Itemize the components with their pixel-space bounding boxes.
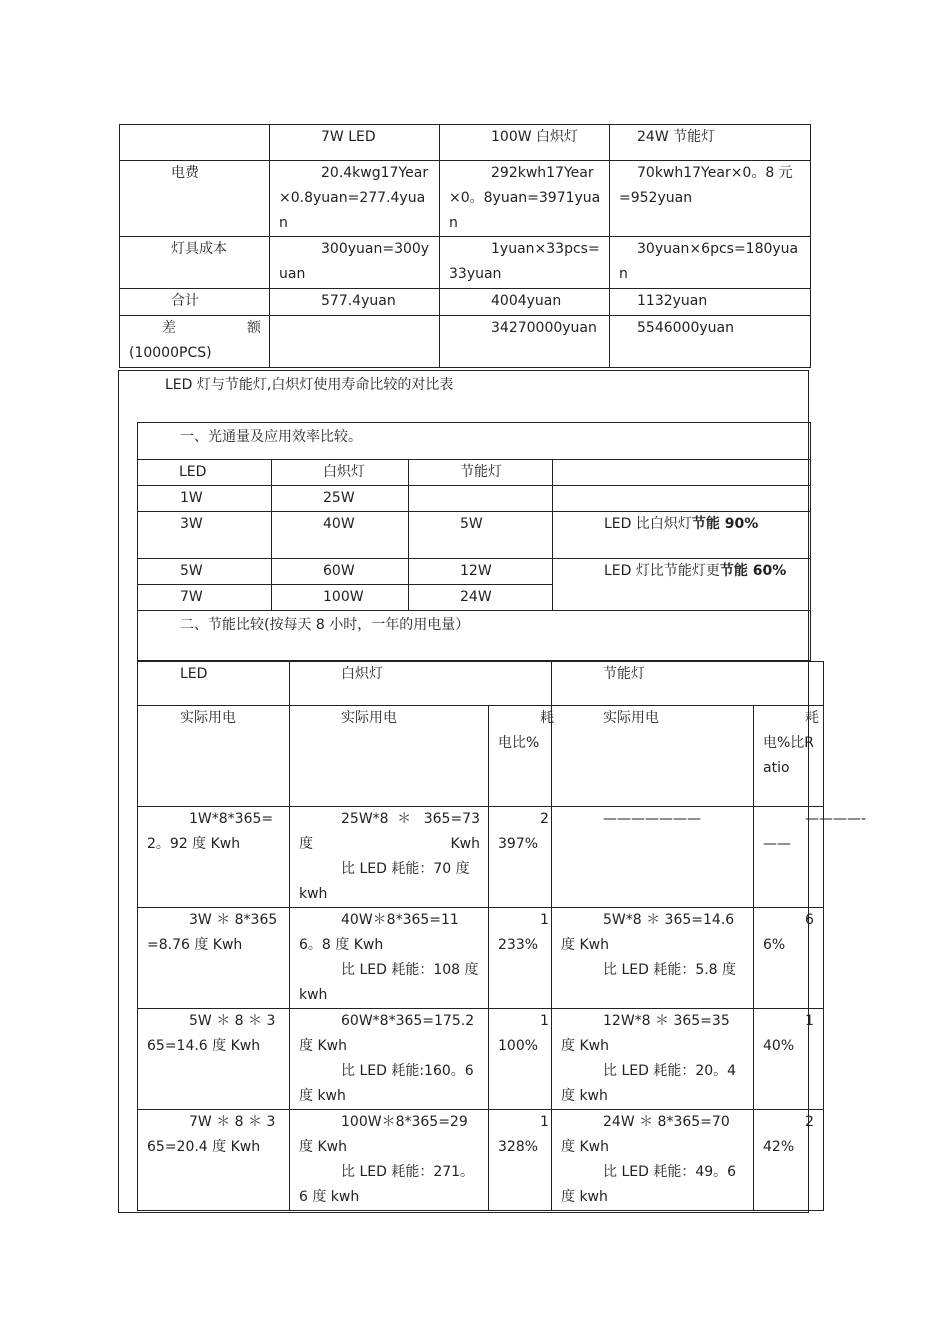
table-cell: 5W — [409, 512, 553, 559]
header-cell: LED — [138, 460, 272, 486]
table-cell: 1W*8*365=2。92 度 Kwh — [138, 807, 290, 908]
table-cell: 242% — [754, 1110, 824, 1211]
note-highlight: 节能 60% — [719, 563, 787, 579]
header-cell: LED — [138, 662, 290, 706]
table-cell — [409, 486, 553, 512]
table-cell: 5W ＊ 8 ＊ 365=14.6 度 Kwh — [138, 1009, 290, 1110]
row-label: 合计 — [120, 289, 270, 316]
table-cell: 1100% — [489, 1009, 552, 1110]
header-cell: 白炽灯 — [272, 460, 409, 486]
table-cell: 577.4yuan — [270, 289, 440, 316]
header-cell: 实际用电 — [290, 706, 489, 807]
row-label: 电费 — [120, 161, 270, 237]
energy-group-header — [138, 662, 824, 706]
table-cell: 40W＊8*365=116。8 度 Kwh 比 LED 耗能：108 度 kwh — [290, 908, 489, 1009]
table-cell: 5W — [138, 559, 272, 585]
header-cell: 24W 节能灯 — [610, 125, 811, 161]
table-cell: 25W*8 ＊ 365=73 度 Kwh 比 LED 耗能：70 度 kwh — [290, 807, 489, 908]
header-cell: 实际用电 — [138, 706, 290, 807]
comparison-title: LED 灯与节能灯,白炽灯使用寿命比较的对比表 — [165, 377, 454, 393]
table-cell: 3W — [138, 512, 272, 559]
table-row — [138, 512, 811, 559]
table-cell: 1233% — [489, 908, 552, 1009]
table-cell — [553, 486, 811, 512]
table-row — [138, 486, 811, 512]
row-label: 灯具成本 — [120, 237, 270, 289]
row-label-part: (10000PCS) — [129, 345, 212, 361]
header-cell: 100W 白炽灯 — [440, 125, 610, 161]
table-cell: 60W — [272, 559, 409, 585]
table-cell: 25W — [272, 486, 409, 512]
note-highlight: 节能 90% — [691, 516, 759, 532]
header-cell: 耗电%比Ratio — [754, 706, 824, 807]
table-cell: 292kwh17Year×0。8yuan=3971yuan — [440, 161, 610, 237]
flux-header — [138, 460, 811, 486]
section-heading: 一、光通量及应用效率比较。 — [138, 423, 811, 460]
row-label-part: 差 — [162, 320, 176, 336]
table-cell: 34270000yuan — [440, 316, 610, 368]
table-cell: 24W ＊ 8*365=70 度 Kwh 比 LED 耗能：49。6 度 kwh — [552, 1110, 754, 1211]
note-text: LED 灯比节能灯更 — [604, 563, 720, 579]
table-cell: 20.4kwg17Year×0.8yuan=277.4yuan — [270, 161, 440, 237]
efficiency-note — [553, 559, 811, 611]
header-cell: 白炽灯 — [290, 662, 552, 706]
table-cell: ——————— — [552, 807, 754, 908]
header-cell: 7W LED — [270, 125, 440, 161]
table-cell: 5W*8 ＊ 365=14.6 度 Kwh 比 LED 耗能：5.8 度 — [552, 908, 754, 1009]
table-cell: 12W — [409, 559, 553, 585]
header-cell: 节能灯 — [552, 662, 824, 706]
table-cell: 66% — [754, 908, 824, 1009]
table-row — [138, 559, 811, 585]
table-row — [138, 908, 824, 1009]
header-cell: 实际用电 — [552, 706, 754, 807]
table-cell: 70kwh17Year×0。8 元=952yuan — [610, 161, 811, 237]
table-cell: ————-—— — [754, 807, 824, 908]
table-cell: 30yuan×6pcs=180yuan — [610, 237, 811, 289]
table-cell: 300yuan=300yuan — [270, 237, 440, 289]
table-cell: 24W — [409, 585, 553, 611]
table-cell: 2397% — [489, 807, 552, 908]
table-cell: 100W＊8*365=29 度 Kwh 比 LED 耗能：271。6 度 kwh — [290, 1110, 489, 1211]
table-cell: 4004yuan — [440, 289, 610, 316]
table-cell: 7W ＊ 8 ＊ 365=20.4 度 Kwh — [138, 1110, 290, 1211]
flux-table — [137, 422, 811, 661]
table-cell: 1W — [138, 486, 272, 512]
table-cell: 1328% — [489, 1110, 552, 1211]
note-text: LED 比白炽灯 — [604, 516, 692, 532]
table-cell: 1132yuan — [610, 289, 811, 316]
table-cell: 40W — [272, 512, 409, 559]
table-cell: 140% — [754, 1009, 824, 1110]
row-label-part: 额 — [247, 320, 261, 336]
table-cell: 5546000yuan — [610, 316, 811, 368]
table-row — [138, 1110, 824, 1211]
table-cell: 1yuan×33pcs=33yuan — [440, 237, 610, 289]
efficiency-note — [553, 512, 811, 559]
table-cell: 60W*8*365=175.2 度 Kwh 比 LED 耗能:160。6 度 kwh — [290, 1009, 489, 1110]
header-cell: 节能灯 — [409, 460, 553, 486]
table-cell: 12W*8 ＊ 365=35 度 Kwh 比 LED 耗能：20。4 度 kwh — [552, 1009, 754, 1110]
table-cell: 100W — [272, 585, 409, 611]
energy-table — [137, 661, 867, 1211]
header-cell: 耗电比% — [489, 706, 552, 807]
table-cell: 3W ＊ 8*365=8.76 度 Kwh — [138, 908, 290, 1009]
table-row — [138, 1009, 824, 1110]
table-cell: 7W — [138, 585, 272, 611]
energy-sub-header — [138, 706, 824, 807]
header-cell — [553, 460, 811, 486]
table-row — [138, 807, 824, 908]
section-heading: 二、节能比较(按每天 8 小时，一年的用电量） — [138, 611, 811, 661]
